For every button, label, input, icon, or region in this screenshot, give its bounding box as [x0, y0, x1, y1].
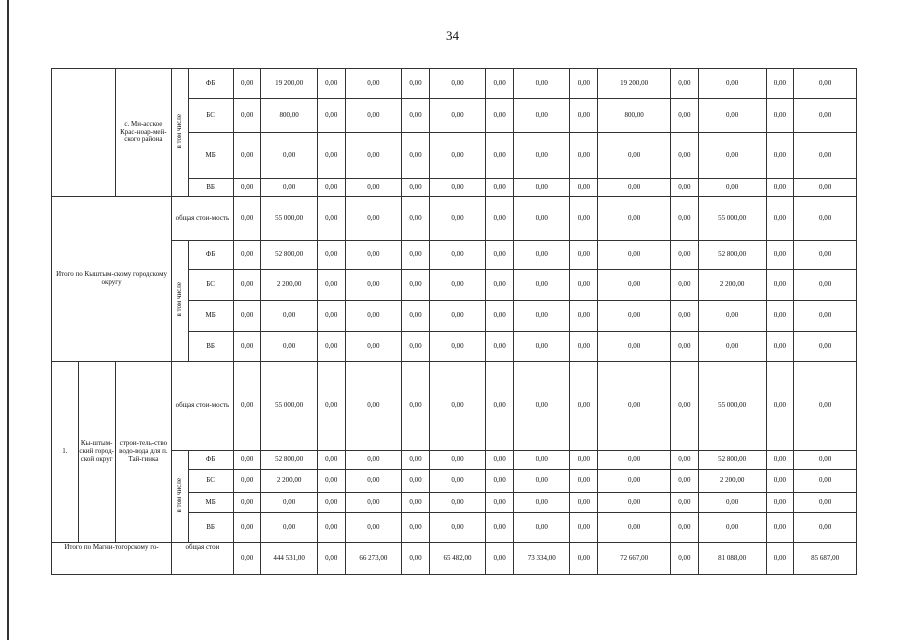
- value-cell: 0,00: [766, 99, 794, 133]
- value-cell: 0,00: [570, 493, 598, 513]
- table-row: [52, 543, 857, 575]
- value-cell: 0,00: [570, 99, 598, 133]
- value-cell: 0,00: [766, 332, 794, 362]
- value-cell: 0,00: [345, 451, 401, 470]
- value-cell: 0,00: [598, 301, 671, 332]
- subtotal-title: Итого по Кыштым-скому городскому округу: [52, 197, 172, 362]
- value-cell: 2 200,00: [698, 270, 766, 301]
- value-cell: 0,00: [766, 470, 794, 493]
- value-cell: 0,00: [486, 543, 514, 575]
- value-cell: 0,00: [671, 270, 699, 301]
- value-cell: 0,00: [598, 451, 671, 470]
- value-cell: 0,00: [766, 133, 794, 179]
- value-cell: 0,00: [671, 133, 699, 179]
- value-cell: 0,00: [598, 332, 671, 362]
- value-cell: 0,00: [233, 493, 261, 513]
- value-cell: 0,00: [671, 451, 699, 470]
- value-cell: 0,00: [570, 270, 598, 301]
- value-cell: 0,00: [513, 99, 569, 133]
- left-margin-rule: [7, 0, 9, 640]
- value-cell: 55 000,00: [261, 362, 317, 451]
- vertical-label: в том числе: [172, 451, 188, 543]
- value-cell: 2 200,00: [698, 470, 766, 493]
- row-label: БС: [188, 470, 233, 493]
- value-cell: 0,00: [345, 241, 401, 270]
- value-cell: 0,00: [261, 332, 317, 362]
- value-cell: 0,00: [233, 270, 261, 301]
- value-cell: 0,00: [794, 451, 857, 470]
- value-cell: 0,00: [766, 69, 794, 99]
- object-name: строи-тель-ство водо-вода для п. Тай-гинка: [115, 362, 171, 543]
- value-cell: 0,00: [513, 197, 569, 241]
- value-cell: 0,00: [402, 470, 430, 493]
- value-cell: 0,00: [513, 69, 569, 99]
- value-cell: 0,00: [671, 362, 699, 451]
- value-cell: 55 000,00: [698, 197, 766, 241]
- value-cell: 0,00: [486, 133, 514, 179]
- value-cell: 0,00: [671, 179, 699, 197]
- value-cell: 0,00: [766, 301, 794, 332]
- value-cell: 0,00: [345, 133, 401, 179]
- value-cell: 0,00: [317, 197, 345, 241]
- location-name: с. Ми-асское Крас-ноар-мей-ского района: [115, 69, 171, 197]
- value-cell: 0,00: [233, 179, 261, 197]
- table-row: [52, 197, 857, 241]
- value-cell: 0,00: [794, 270, 857, 301]
- value-cell: 0,00: [486, 362, 514, 451]
- value-cell: 0,00: [794, 513, 857, 543]
- value-cell: 0,00: [429, 69, 485, 99]
- value-cell: 0,00: [486, 179, 514, 197]
- total-label: общая стои-мость: [172, 197, 234, 241]
- value-cell: 0,00: [317, 241, 345, 270]
- value-cell: 0,00: [671, 99, 699, 133]
- value-cell: 0,00: [402, 241, 430, 270]
- value-cell: 0,00: [570, 362, 598, 451]
- value-cell: 0,00: [486, 451, 514, 470]
- value-cell: 0,00: [598, 133, 671, 179]
- value-cell: 0,00: [598, 493, 671, 513]
- value-cell: 0,00: [345, 470, 401, 493]
- value-cell: 800,00: [598, 99, 671, 133]
- value-cell: 0,00: [486, 470, 514, 493]
- value-cell: 0,00: [766, 451, 794, 470]
- value-cell: 0,00: [345, 493, 401, 513]
- value-cell: 0,00: [402, 451, 430, 470]
- value-cell: 0,00: [345, 99, 401, 133]
- table-row: [52, 241, 857, 270]
- value-cell: 0,00: [794, 362, 857, 451]
- value-cell: 444 531,00: [261, 543, 317, 575]
- value-cell: 0,00: [794, 470, 857, 493]
- value-cell: 0,00: [486, 241, 514, 270]
- value-cell: 0,00: [402, 69, 430, 99]
- value-cell: 0,00: [794, 197, 857, 241]
- value-cell: 0,00: [261, 301, 317, 332]
- value-cell: 0,00: [570, 241, 598, 270]
- value-cell: 55 000,00: [698, 362, 766, 451]
- row-label: БС: [188, 270, 233, 301]
- value-cell: 0,00: [317, 332, 345, 362]
- value-cell: 0,00: [429, 513, 485, 543]
- row-label: МБ: [188, 301, 233, 332]
- value-cell: 0,00: [429, 451, 485, 470]
- value-cell: 73 334,00: [513, 543, 569, 575]
- value-cell: 800,00: [261, 99, 317, 133]
- value-cell: 0,00: [513, 362, 569, 451]
- value-cell: 0,00: [486, 69, 514, 99]
- value-cell: 0,00: [233, 241, 261, 270]
- value-cell: 0,00: [766, 241, 794, 270]
- row-label: ФБ: [188, 69, 233, 99]
- value-cell: 0,00: [402, 179, 430, 197]
- value-cell: 0,00: [698, 301, 766, 332]
- value-cell: 0,00: [766, 543, 794, 575]
- value-cell: 0,00: [671, 197, 699, 241]
- value-cell: 0,00: [261, 513, 317, 543]
- item-number: 1.: [52, 362, 79, 543]
- value-cell: 0,00: [429, 241, 485, 270]
- value-cell: 0,00: [317, 362, 345, 451]
- value-cell: 0,00: [698, 332, 766, 362]
- subtotal-title: Итого по Магни-тогорскому го-: [52, 543, 172, 575]
- value-cell: 0,00: [233, 451, 261, 470]
- blank-cell: [52, 69, 116, 197]
- value-cell: 0,00: [513, 133, 569, 179]
- value-cell: 0,00: [317, 270, 345, 301]
- value-cell: 2 200,00: [261, 270, 317, 301]
- value-cell: 0,00: [429, 470, 485, 493]
- value-cell: 0,00: [766, 179, 794, 197]
- value-cell: 52 800,00: [261, 241, 317, 270]
- value-cell: 0,00: [513, 451, 569, 470]
- value-cell: 0,00: [233, 197, 261, 241]
- value-cell: 0,00: [794, 133, 857, 179]
- value-cell: 0,00: [766, 362, 794, 451]
- value-cell: 0,00: [402, 493, 430, 513]
- total-label: общая стои-мость: [172, 362, 234, 451]
- table-row: [52, 451, 857, 470]
- value-cell: 0,00: [671, 332, 699, 362]
- value-cell: 0,00: [429, 197, 485, 241]
- value-cell: 0,00: [429, 179, 485, 197]
- row-label: ВБ: [188, 332, 233, 362]
- value-cell: 0,00: [513, 270, 569, 301]
- value-cell: 0,00: [317, 470, 345, 493]
- vertical-label: в том числе: [172, 241, 188, 362]
- value-cell: 0,00: [513, 179, 569, 197]
- vertical-label: в том числе: [172, 69, 188, 197]
- value-cell: 0,00: [345, 513, 401, 543]
- value-cell: 0,00: [317, 99, 345, 133]
- value-cell: 0,00: [317, 69, 345, 99]
- value-cell: 0,00: [402, 133, 430, 179]
- value-cell: 0,00: [794, 179, 857, 197]
- value-cell: 0,00: [570, 513, 598, 543]
- value-cell: 0,00: [671, 513, 699, 543]
- value-cell: 0,00: [598, 362, 671, 451]
- value-cell: 0,00: [317, 513, 345, 543]
- value-cell: 0,00: [345, 270, 401, 301]
- value-cell: 0,00: [766, 270, 794, 301]
- value-cell: 0,00: [345, 301, 401, 332]
- value-cell: 0,00: [233, 133, 261, 179]
- value-cell: 0,00: [233, 362, 261, 451]
- value-cell: 0,00: [486, 99, 514, 133]
- value-cell: 0,00: [233, 332, 261, 362]
- value-cell: 0,00: [429, 301, 485, 332]
- value-cell: 66 273,00: [345, 543, 401, 575]
- row-label: БС: [188, 99, 233, 133]
- value-cell: 0,00: [598, 470, 671, 493]
- value-cell: 55 000,00: [261, 197, 317, 241]
- financing-table: [51, 68, 857, 575]
- value-cell: 0,00: [402, 362, 430, 451]
- value-cell: 0,00: [402, 99, 430, 133]
- value-cell: 0,00: [402, 543, 430, 575]
- value-cell: 0,00: [794, 493, 857, 513]
- value-cell: 0,00: [261, 133, 317, 179]
- value-cell: 0,00: [233, 470, 261, 493]
- value-cell: 0,00: [317, 179, 345, 197]
- row-label: ВБ: [188, 513, 233, 543]
- value-cell: 0,00: [402, 301, 430, 332]
- value-cell: 0,00: [233, 301, 261, 332]
- value-cell: 0,00: [794, 301, 857, 332]
- value-cell: 0,00: [513, 332, 569, 362]
- total-label: общая стои: [172, 543, 234, 575]
- row-label: ВБ: [188, 179, 233, 197]
- page-number: 34: [446, 28, 459, 43]
- value-cell: 0,00: [570, 451, 598, 470]
- value-cell: 0,00: [598, 270, 671, 301]
- value-cell: 0,00: [570, 470, 598, 493]
- municipality-name: Кы-штым-ский город-ской округ: [78, 362, 115, 543]
- value-cell: 0,00: [794, 69, 857, 99]
- value-cell: 0,00: [570, 332, 598, 362]
- value-cell: 0,00: [402, 197, 430, 241]
- value-cell: 0,00: [513, 470, 569, 493]
- value-cell: 0,00: [345, 332, 401, 362]
- value-cell: 0,00: [345, 179, 401, 197]
- value-cell: 0,00: [698, 99, 766, 133]
- value-cell: 0,00: [402, 513, 430, 543]
- value-cell: 0,00: [345, 197, 401, 241]
- value-cell: 52 800,00: [261, 451, 317, 470]
- value-cell: 0,00: [698, 513, 766, 543]
- value-cell: 0,00: [766, 493, 794, 513]
- value-cell: 0,00: [486, 197, 514, 241]
- value-cell: 0,00: [486, 332, 514, 362]
- value-cell: 0,00: [794, 332, 857, 362]
- value-cell: 0,00: [317, 451, 345, 470]
- value-cell: 85 687,00: [794, 543, 857, 575]
- value-cell: 0,00: [429, 362, 485, 451]
- value-cell: 0,00: [766, 513, 794, 543]
- value-cell: 0,00: [570, 543, 598, 575]
- value-cell: 0,00: [513, 241, 569, 270]
- value-cell: 0,00: [317, 493, 345, 513]
- value-cell: 0,00: [317, 133, 345, 179]
- row-label: МБ: [188, 133, 233, 179]
- value-cell: 0,00: [317, 543, 345, 575]
- value-cell: 19 200,00: [261, 69, 317, 99]
- value-cell: 0,00: [317, 301, 345, 332]
- value-cell: 0,00: [486, 513, 514, 543]
- value-cell: 0,00: [794, 99, 857, 133]
- row-label: ФБ: [188, 451, 233, 470]
- value-cell: 0,00: [698, 133, 766, 179]
- value-cell: 0,00: [429, 332, 485, 362]
- value-cell: 0,00: [233, 513, 261, 543]
- value-cell: 0,00: [570, 301, 598, 332]
- value-cell: 0,00: [671, 543, 699, 575]
- value-cell: 0,00: [671, 241, 699, 270]
- value-cell: 65 482,00: [429, 543, 485, 575]
- value-cell: 0,00: [402, 270, 430, 301]
- value-cell: 0,00: [261, 493, 317, 513]
- value-cell: 2 200,00: [261, 470, 317, 493]
- value-cell: 0,00: [486, 270, 514, 301]
- value-cell: 0,00: [698, 179, 766, 197]
- value-cell: 0,00: [513, 493, 569, 513]
- value-cell: 0,00: [345, 69, 401, 99]
- value-cell: 0,00: [261, 179, 317, 197]
- value-cell: 0,00: [598, 513, 671, 543]
- value-cell: 0,00: [486, 301, 514, 332]
- value-cell: 0,00: [766, 197, 794, 241]
- value-cell: 0,00: [671, 69, 699, 99]
- value-cell: 0,00: [794, 241, 857, 270]
- table-row: [52, 69, 857, 99]
- value-cell: 0,00: [598, 197, 671, 241]
- value-cell: 0,00: [570, 197, 598, 241]
- value-cell: 0,00: [513, 301, 569, 332]
- table-row: [52, 362, 857, 451]
- value-cell: 0,00: [429, 493, 485, 513]
- value-cell: 0,00: [671, 470, 699, 493]
- row-label: МБ: [188, 493, 233, 513]
- value-cell: 0,00: [429, 99, 485, 133]
- value-cell: 0,00: [233, 99, 261, 133]
- value-cell: 0,00: [570, 179, 598, 197]
- value-cell: 52 800,00: [698, 241, 766, 270]
- value-cell: 0,00: [233, 543, 261, 575]
- value-cell: 0,00: [671, 493, 699, 513]
- value-cell: 0,00: [598, 241, 671, 270]
- value-cell: 0,00: [570, 133, 598, 179]
- value-cell: 0,00: [486, 493, 514, 513]
- value-cell: 0,00: [513, 513, 569, 543]
- value-cell: 0,00: [429, 133, 485, 179]
- value-cell: 0,00: [671, 301, 699, 332]
- value-cell: 0,00: [233, 69, 261, 99]
- row-label: ФБ: [188, 241, 233, 270]
- value-cell: 0,00: [429, 270, 485, 301]
- value-cell: 0,00: [598, 179, 671, 197]
- value-cell: 0,00: [698, 493, 766, 513]
- value-cell: 0,00: [698, 69, 766, 99]
- value-cell: 52 800,00: [698, 451, 766, 470]
- value-cell: 0,00: [402, 332, 430, 362]
- value-cell: 0,00: [570, 69, 598, 99]
- value-cell: 81 088,00: [698, 543, 766, 575]
- value-cell: 19 200,00: [598, 69, 671, 99]
- value-cell: 72 667,00: [598, 543, 671, 575]
- value-cell: 0,00: [345, 362, 401, 451]
